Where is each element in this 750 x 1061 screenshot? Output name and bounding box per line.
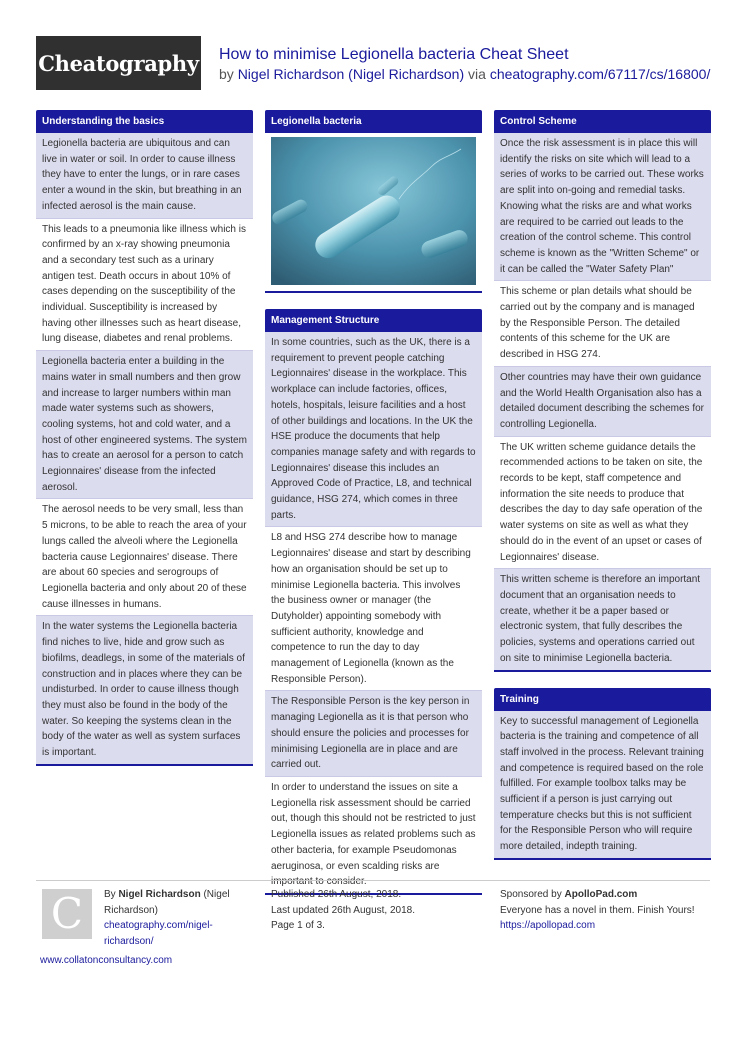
paragraph: Legionella bacteria enter a building in the mains water in small numbers and then grow and increase to larger numbers within man made water systems such as showers, cooling systems, hot and cold water, and a host of other engineered systems. The system has to create an aerosol for a person to catch Legionnaires' disease from the infected aerosol. xyxy=(36,350,253,498)
sponsor-tagline: Everyone has a novel in them. Finish Yours! xyxy=(500,904,695,916)
footer-site xyxy=(40,953,260,969)
footer-sponsor xyxy=(500,887,715,934)
footer-author-paren: (Nigel Richardson) xyxy=(104,889,230,916)
page-title: How to minimise Legionella bacteria Cheat Sheet xyxy=(219,46,569,63)
footer-author-link-cont[interactable]: richardson/ xyxy=(104,935,154,947)
byline-prefix: by xyxy=(219,66,238,82)
section-basics xyxy=(36,133,253,766)
section-heading-basics: Understanding the basics xyxy=(36,110,253,133)
footer xyxy=(36,880,710,966)
section-heading-legionella-bacteria: Legionella bacteria xyxy=(265,110,482,133)
paragraph: This leads to a pneumonia like illness which is confirmed by an x-ray showing pneumonia and a secondary test such as a urinary antigen test. Death occurs in about 10% of cases depending on the susceptibility of the individual. Susceptibility is increased by having other illnesses such as heart disease, lung disease, diabetes and renal problems. xyxy=(36,218,253,351)
footer-author-link[interactable]: cheatography.com/nigel- xyxy=(104,920,213,931)
sponsor-url-link[interactable]: https://apollopad.com xyxy=(500,920,596,931)
paragraph: In the water systems the Legionella bacteria find niches to live, hide and grow such as biofilms, deadlegs, in some of the materials of construction and in places where they can be undisturbed. In order to cause illness though they must also be found in the body of the water. So keeping the systems clean in the body of the water as well as system surfaces is important. xyxy=(36,615,253,763)
footer-site-link[interactable]: www.collatonconsultancy.com xyxy=(40,955,173,966)
section-legionella-image xyxy=(265,133,482,293)
byline-via: via xyxy=(464,66,490,82)
paragraph: In order to understand the issues on site a Legionella risk assessment should be carried out, though this should not be restricted to just Legionella issues as related problems such as other bacteria, for example Pseudomonas aeruginosa, or even scalding risks are important to consider. xyxy=(265,776,482,893)
section-heading-management-structure: Management Structure xyxy=(265,309,482,332)
published-date: Published 26th August, 2018. xyxy=(271,889,402,900)
paragraph: Other countries may have their own guidance and the World Health Organisation also has a detailed document describing the schemes for controlling Legionella. xyxy=(494,366,711,436)
author-link[interactable]: Nigel Richardson (Nigel Richardson) xyxy=(237,66,465,82)
paragraph: The UK written scheme guidance details the recommended actions to be taken on site, the records to be kept, staff competence and information the site needs to produce that describes the day to day safe operation of the water systems on site as well as what they should do in the event of an upset or cases of Legionnaires' disease. xyxy=(494,436,711,569)
footer-author-name: Nigel Richardson xyxy=(118,889,201,900)
paragraph: Key to successful management of Legionella bacteria is the training and competence of all staff involved in the process. Relevant training and competence is required based on the role fulfilled. For example toolbox talks may be sufficient if a person is just carrying out temperature checks but this is not sufficient for the Responsible Person who will require more detailed, indepth training. xyxy=(494,711,711,858)
section-heading-control-scheme: Control Scheme xyxy=(494,110,711,133)
section-control-scheme xyxy=(494,133,711,672)
column-1 xyxy=(36,110,253,766)
section-heading-training: Training xyxy=(494,688,711,711)
author-avatar: C xyxy=(42,889,92,939)
paragraph: Once the risk assessment is in place this will identify the risks on site which will lead to a series of works to be carried out. These works are split into on-going and remedial tasks. Knowing what the risks are and what works are required to be carried out leads to the creation of the control scheme. This control scheme is known as the "Written Scheme" or it can be called the "Water Safety Plan" xyxy=(494,133,711,280)
footer-by: By xyxy=(104,889,119,900)
section-management-structure xyxy=(265,332,482,895)
paragraph: This written scheme is therefore an important document that an organisation needs to create, whether it be a paper based or electronic system, that fully describes the policies, systems and operations carried out on site to minimise Legionella bacteria. xyxy=(494,568,711,669)
sponsor-name[interactable]: ApolloPad.com xyxy=(564,889,638,900)
sponsor-prefix: Sponsored by xyxy=(500,889,565,900)
column-3 xyxy=(494,110,711,860)
paragraph: In some countries, such as the UK, there is a requirement to prevent people catching Legionnaires' disease in the workplace. This workplace can include factories, offices, hotels, hospitals, leisure facilities and a host of other buildings and locations. In the UK the HSE produce the documents that help companies manage safety and with regards to Legionnaires' disease this includes an Approved Code of Practice, L8, and technical guidance, HSG 274, which comes in three parts. xyxy=(265,332,482,526)
footer-publication-info xyxy=(271,887,481,934)
paragraph: The aerosol needs to be very small, less than 5 microns, to be able to reach the area of your lungs called the alveoli where the Legionella bacteria cause Legionnaires' disease. There are about 60 species and serogroups of Legionella bacteria and only about 20 of these cause illnesses in humans. xyxy=(36,498,253,615)
sheet-url-link[interactable]: cheatography.com/67117/cs/16800/ xyxy=(489,66,711,82)
byline xyxy=(219,66,710,82)
paragraph: This scheme or plan details what should be carried out by the company and is managed by the Responsible Person. The detailed contents of this scheme for the UK are described in HSG 274. xyxy=(494,280,711,366)
paragraph: The Responsible Person is the key person in managing Legionella as it is that person who should ensure the policies and processes for minimising Legionella are in place and are carried out. xyxy=(265,690,482,776)
legionella-bacteria-image xyxy=(271,137,476,285)
updated-date: Last updated 26th August, 2018. xyxy=(271,904,416,916)
paragraph: L8 and HSG 274 describe how to manage Legionnaires' disease and start by describing how an organisation should be set up to minimise Legionella bacteria. This involves the business owner or manager (the Dutyholder) appointing somebody with sufficient authority, knowledge and competence to run the day to day management of Legionella (known as the Responsible Person). xyxy=(265,526,482,690)
column-2 xyxy=(265,110,482,895)
paragraph: Legionella bacteria are ubiquitous and can live in water or soil. In order to cause illness they have to enter the lungs, or in rare cases enter a wound in the skin, but breathing in an infected aerosol is the main cause. xyxy=(36,133,253,218)
cheatography-logo[interactable]: Cheatography xyxy=(36,36,201,90)
footer-author xyxy=(104,887,254,949)
section-training xyxy=(494,711,711,860)
page-number: Page 1 of 3. xyxy=(271,920,325,931)
